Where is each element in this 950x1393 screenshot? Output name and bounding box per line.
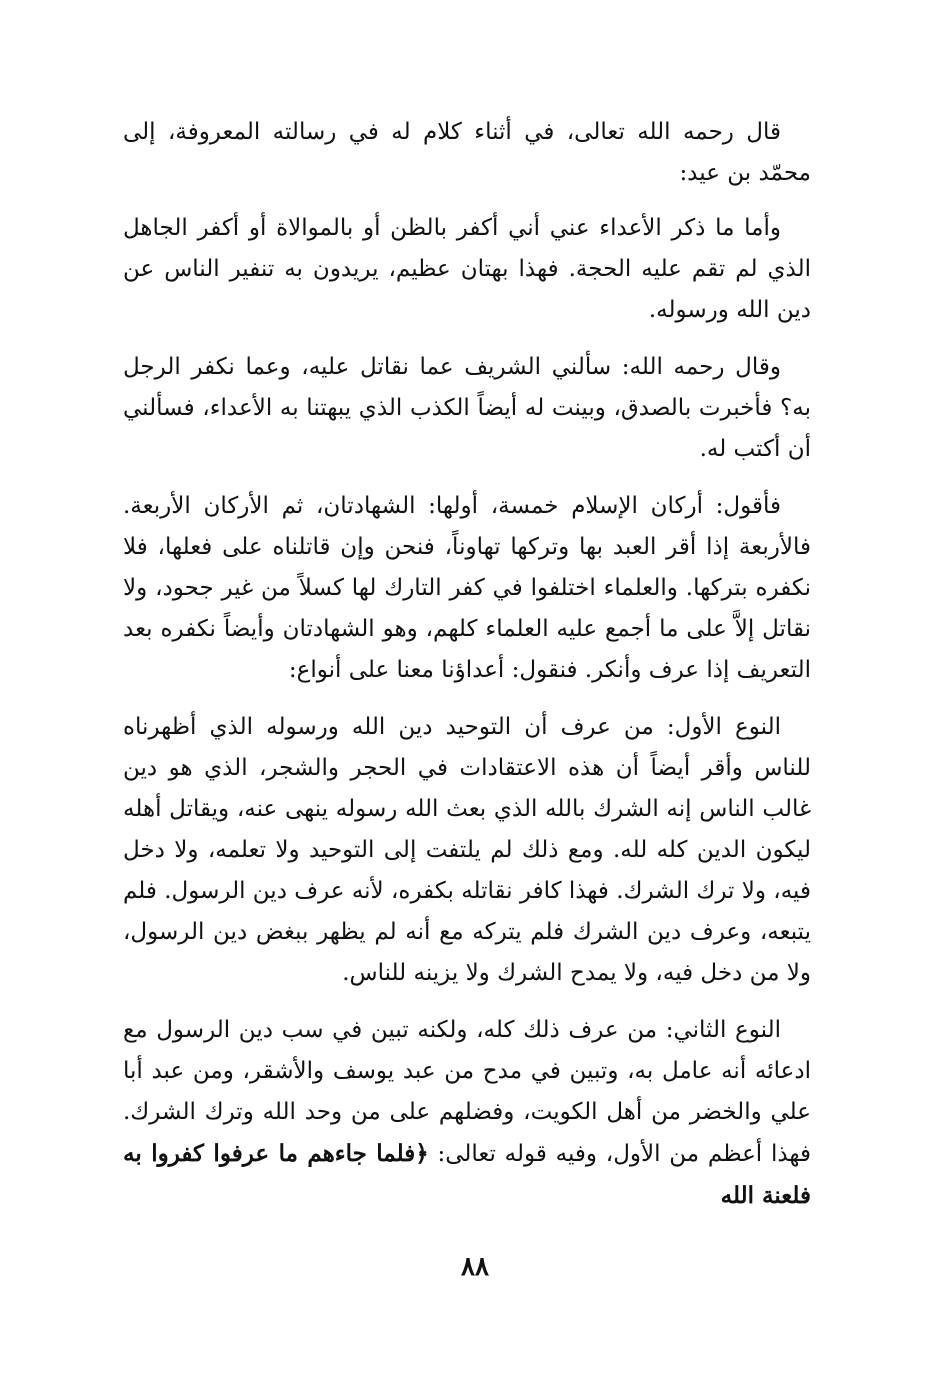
quran-verse: ﴿فلما جاءهم ما عرفوا كفروا به فلعنة الله xyxy=(123,1140,811,1209)
paragraph-5: النوع الأول: من عرف أن التوحيد دين الله ورسوله الذي أظهرناه للناس وأقر أيضاً أن هذه الاعتقادات في الحجر والشجر، الذي هو دين غالب الناس إنه الشرك بالله الذي بعث الله رسوله ينهى عنه، ويقاتل أهله ليكون الدين كله لله. ومع ذلك لم يلتفت إلى التوحيد ولا تعلمه، ولا دخل فيه، ولا ترك الشرك. فهذا كافر نقاتله بكفره، لأنه عرف دين الرسول. فلم يتبعه، وعرف دين الشرك فلم يتركه مع أنه لم يظهر ببغض دين الرسول، ولا من دخل فيه، ولا يمدح الشرك ولا يزينه للناس. xyxy=(122,714,811,986)
paragraph-6 xyxy=(123,1010,811,1217)
page-body xyxy=(123,112,811,1233)
paragraph-6-text: النوع الثاني: من عرف ذلك كله، ولكنه تبين في سب دين الرسول مع ادعائه أنه عامل به، وتبين في مدح من عبد يوسف والأشقر، ومن عبد أبا علي والخضر من أهل الكويت، وفضلهم على من وحد الله وترك الشرك. فهذا أعظم من الأول، وفيه قوله تعالى: xyxy=(123,1017,812,1167)
paragraph-3: وقال رحمه الله: سألني الشريف عما نقاتل عليه، وعما نكفر الرجل به؟ فأخبرت بالصدق، وبينت له أيضاً الكذب الذي يبهتنا به الأعداء، فسألني أن أكتب له. xyxy=(123,354,811,462)
paragraph-2: وأما ما ذكر الأعداء عني أني أكفر بالظن أو بالموالاة أو أكفر الجاهل الذي لم تقم عليه الحجة. فهذا بهتان عظيم، يريدون به تنفير الناس عن دين الله ورسوله. xyxy=(123,215,811,323)
page-number: ٨٨ xyxy=(461,1252,489,1282)
paragraph-4: فأقول: أركان الإسلام خمسة، أولها: الشهادتان، ثم الأركان الأربعة. فالأربعة إذا أقر العبد بها وتركها تهاوناً، فنحن وإن قاتلناه على فعلها، فلا نكفره بتركها. والعلماء اختلفوا في كفر التارك لها كسلاً من غير جحود، ولا نقاتل إلاَّ على ما أجمع عليه العلماء كلهم، وهو الشهادتان وأيضاً نكفره بعد التعريف إذا عرف وأنكر. فنقول: أعداؤنا معنا على أنواع: xyxy=(123,493,811,683)
paragraph-1: قال رحمه الله تعالى، في أثناء كلام له في رسالته المعروفة، إلى محمّد بن عيد: xyxy=(123,119,811,186)
